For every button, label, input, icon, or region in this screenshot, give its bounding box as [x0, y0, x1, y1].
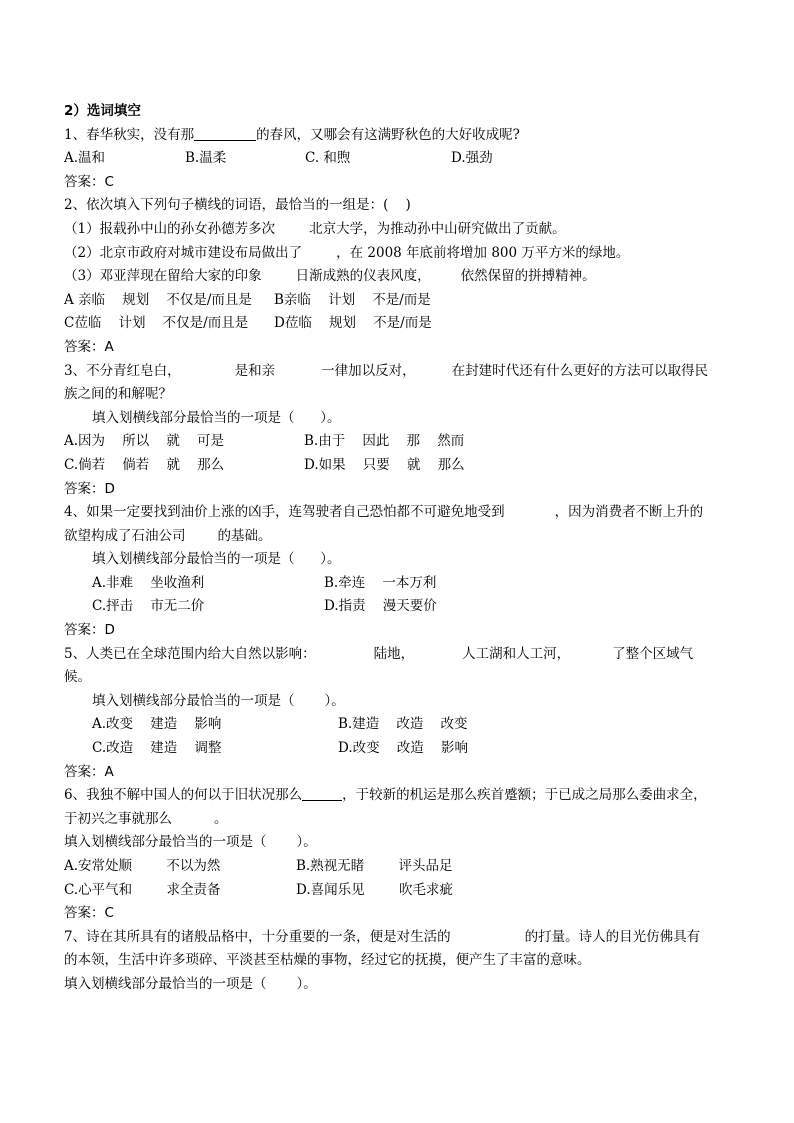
question-3-prompt: 填入划横线部分最恰当的一项是（ ）。 — [92, 409, 341, 426]
document-page — [64, 100, 728, 997]
answer-1: 答案：C — [64, 173, 114, 190]
option-a: A.温和 — [64, 150, 106, 167]
answer-2: 答案：A — [64, 338, 114, 355]
question-5-prompt: 填入划横线部分最恰当的一项是（ ）。 — [92, 692, 345, 709]
option-d: D.喜闻乐见 吹毛求疵 — [296, 881, 453, 898]
question-4-options-ab — [64, 572, 728, 596]
answer-4: 答案：D — [64, 622, 115, 639]
option-a: A.改变 建造 影响 — [92, 716, 222, 733]
option-c: C.改造 建造 调整 — [92, 740, 222, 757]
question-7-stem-cont: 的本领，生活中许多琐碎、平淡甚至枯燥的事物，经过它的抚摸，便产生了丰富的意味。 — [64, 952, 591, 969]
question-4-prompt: 填入划横线部分最恰当的一项是（ ）。 — [92, 551, 341, 568]
question-6-prompt: 填入划横线部分最恰当的一项是（ ）。 — [64, 834, 317, 851]
option-b: B.牵连 一本万利 — [324, 574, 437, 591]
answer-6: 答案：C — [64, 905, 114, 922]
option-a: A.因为 所以 就 可是 — [64, 433, 225, 450]
question-4-options-cd — [64, 595, 728, 619]
question-2-sentence-3: （3）邓亚萍现在留给大家的印象 日渐成熟的仪表风度， 依然保留的拼搏精神。 — [64, 268, 596, 285]
option-b: B.由于 因此 那 然而 — [304, 433, 465, 450]
answer-3: 答案：D — [64, 480, 115, 497]
option-a: A.非难 坐收渔利 — [92, 574, 205, 591]
question-2-sentence-2: （2）北京市政府对城市建设布局做出了 ，在 2008 年底前将增加 800 万平方米的绿地。 — [64, 244, 630, 261]
question-1-options — [64, 147, 728, 171]
question-5-options-cd — [64, 737, 728, 761]
question-3-options-cd — [64, 454, 728, 478]
question-4-stem-cont: 欲望构成了石油公司 的基础。 — [64, 527, 272, 544]
option-a: A 亲临 规划 不仅是/而且是 — [64, 291, 252, 308]
option-d: D.如果 只要 就 那么 — [304, 456, 465, 473]
option-d: D.指责 漫天要价 — [324, 598, 437, 615]
option-b: B.熟视无睹 评头品足 — [296, 858, 453, 874]
question-5-stem: 5、人类已在全球范围内给大自然以影响： 陆地， 人工湖和人工河， 了整个区域气 — [64, 645, 694, 662]
question-6-options-cd — [64, 879, 728, 903]
option-a: A.安常处顺 不以为然 — [64, 858, 221, 874]
option-c: C. 和煦 — [305, 150, 351, 167]
question-2-stem: 2、依次填入下列句子横线的词语，最恰当的一组是：( ) — [64, 197, 411, 214]
option-c: C.抨击 市无二价 — [92, 598, 205, 615]
question-6-stem: 6、我独不解中国人的何以于旧状况那么 ，于较新的机运是那么疾首蹙额；于已成之局那么委曲求全， — [64, 787, 707, 804]
option-d: D.改变 改造 影响 — [338, 740, 468, 757]
option-d: D.强劲 — [451, 150, 493, 167]
option-b: B亲临 计划 不是/而是 — [274, 291, 431, 308]
question-5-stem-cont: 候。 — [64, 669, 91, 686]
option-b: B.温柔 — [185, 150, 227, 167]
option-b: B.建造 改造 改变 — [338, 716, 468, 733]
blank — [302, 785, 342, 801]
question-2-options-cd — [64, 312, 728, 336]
question-3-stem-cont: 族之间的和解呢？ — [64, 386, 172, 403]
question-6-options-ab — [64, 855, 728, 879]
question-4-stem: 4、如果一定要找到油价上涨的凶手，连驾驶者自己恐怕都不可避免地受到 ，因为消费者不断上升的 — [64, 504, 704, 521]
option-c: C.心平气和 求全责备 — [64, 881, 221, 898]
section-heading: 2）选词填空 — [64, 103, 141, 119]
question-3-stem: 3、不分青红皂白， 是和亲 一律加以反对， 在封建时代还有什么更好的方法可以取得民 — [64, 362, 709, 379]
option-d: D莅临 规划 不是/而是 — [274, 315, 432, 332]
option-c: C.倘若 倘若 就 那么 — [64, 456, 225, 473]
question-2-sentence-1: （1）报载孙中山的孙女孙德芳多次 北京大学，为推动孙中山研究做出了贡献。 — [64, 220, 566, 237]
question-7-stem: 7、诗在其所具有的诸般品格中，十分重要的一条，便是对生活的 的打量。诗人的目光仿佛具有 — [64, 928, 701, 945]
answer-5: 答案：A — [64, 763, 114, 780]
question-6-stem-cont: 于初兴之事就那么 。 — [64, 810, 228, 827]
question-7-prompt: 填入划横线部分最恰当的一项是（ ）。 — [64, 975, 317, 992]
question-3-options-ab — [64, 430, 728, 454]
question-5-options-ab — [64, 713, 728, 737]
blank — [194, 125, 256, 141]
question-2-options-ab — [64, 289, 728, 313]
question-1-stem: 1、春华秋实，没有那 的春风，又哪会有这满野秋色的大好收成呢? — [64, 126, 520, 143]
option-c: C莅临 计划 不仅是/而且是 — [64, 315, 249, 332]
